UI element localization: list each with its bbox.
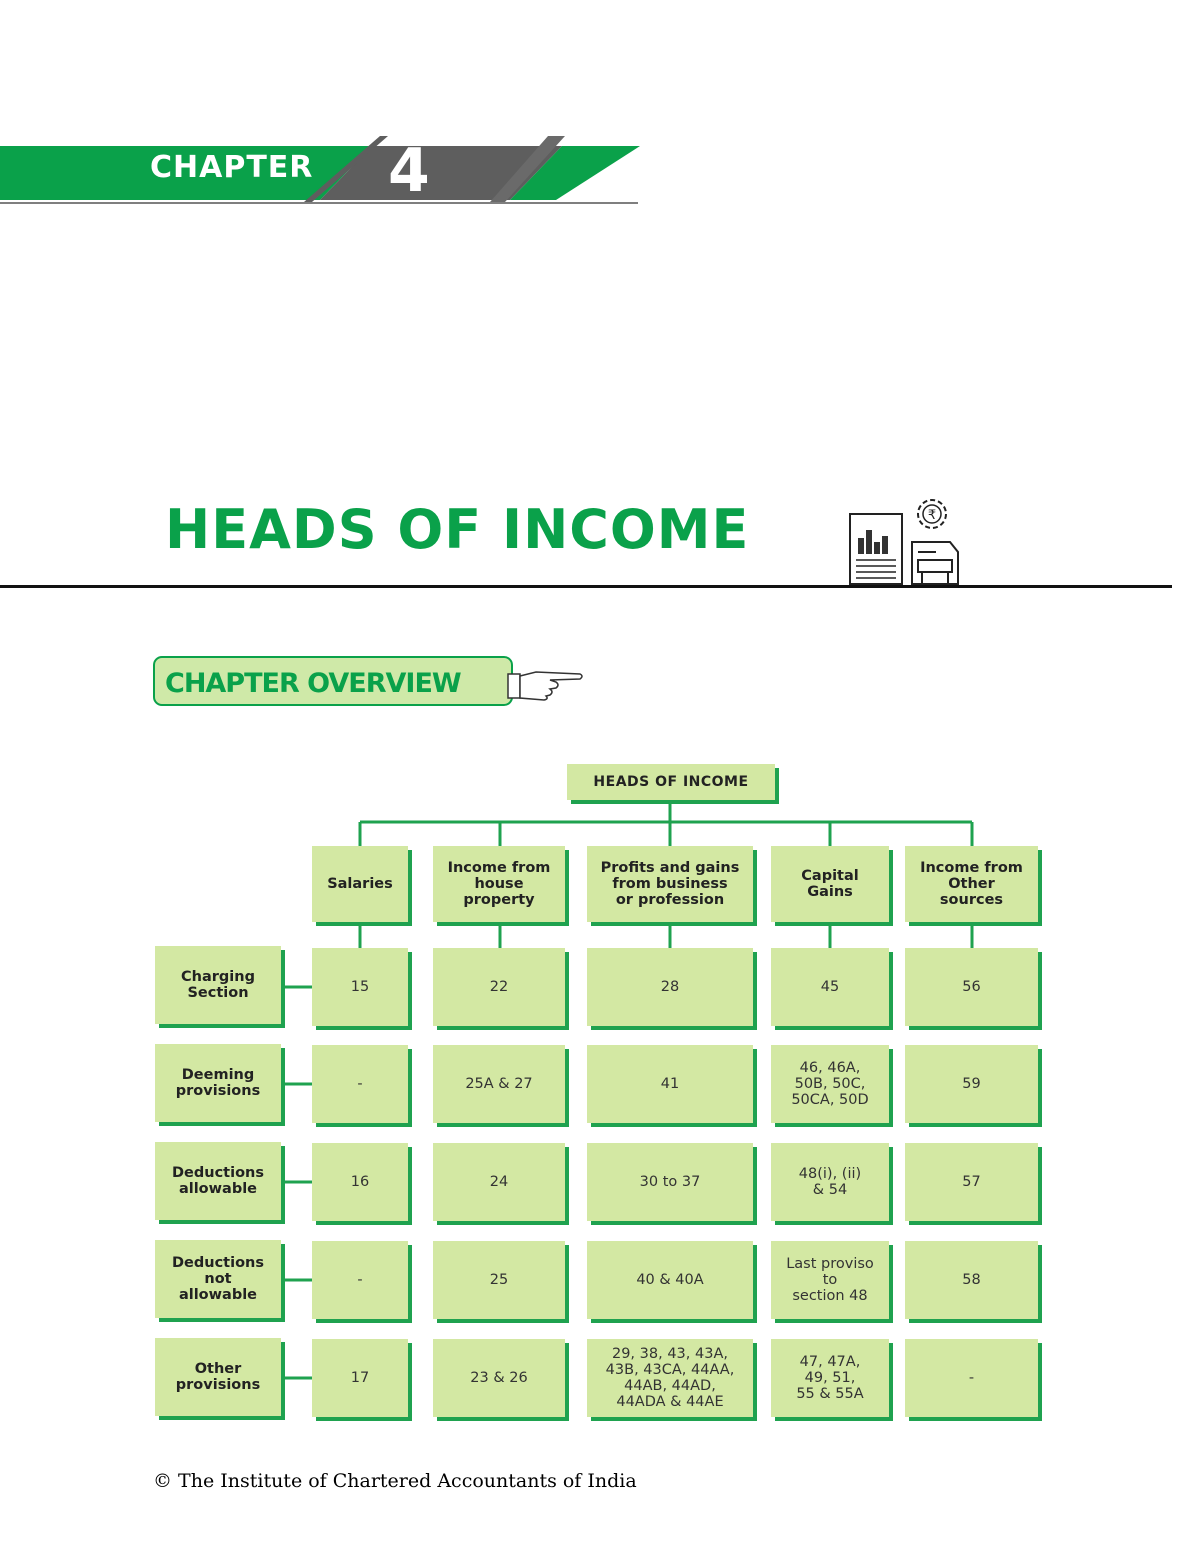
cell-charging-capital-gains: 45	[771, 948, 889, 1026]
cell-charging-business: 28	[587, 948, 753, 1026]
cell-charging-salaries: 15	[312, 948, 408, 1026]
row-label-other-provisions: Other provisions	[155, 1338, 281, 1416]
head-box-salaries: Salaries	[312, 846, 408, 922]
cell-deeming-capital-gains: 46, 46A, 50B, 50C, 50CA, 50D	[771, 1045, 889, 1123]
copyright-footer: © The Institute of Chartered Accountants of India	[153, 1470, 637, 1492]
cell-allowable-other-sources: 57	[905, 1143, 1038, 1221]
cell-not-allowable-salaries: -	[312, 1241, 408, 1319]
diagram-root-box: HEADS OF INCOME	[567, 764, 775, 800]
page-title: HEADS OF INCOME	[165, 498, 750, 561]
cell-allowable-house-property: 24	[433, 1143, 565, 1221]
chapter-overview-label: CHAPTER OVERVIEW	[165, 668, 461, 699]
cell-deeming-other-sources: 59	[905, 1045, 1038, 1123]
cell-not-allowable-other-sources: 58	[905, 1241, 1038, 1319]
chapter-label: CHAPTER	[150, 150, 314, 185]
head-box-capital-gains: Capital Gains	[771, 846, 889, 922]
row-label-charging-section: Charging Section	[155, 946, 281, 1024]
cell-deeming-house-property: 25A & 27	[433, 1045, 565, 1123]
head-box-house-property: Income from house property	[433, 846, 565, 922]
cell-other-business: 29, 38, 43, 43A, 43B, 43CA, 44AA, 44AB, 44AD, 44ADA & 44AE	[587, 1339, 753, 1417]
row-label-deeming-provisions: Deeming provisions	[155, 1044, 281, 1122]
head-box-other-sources: Income from Other sources	[905, 846, 1038, 922]
cell-allowable-salaries: 16	[312, 1143, 408, 1221]
cell-not-allowable-capital-gains: Last proviso to section 48	[771, 1241, 889, 1319]
cell-not-allowable-house-property: 25	[433, 1241, 565, 1319]
head-box-business-profession: Profits and gains from business or profession	[587, 846, 753, 922]
cell-other-capital-gains: 47, 47A, 49, 51, 55 & 55A	[771, 1339, 889, 1417]
cell-not-allowable-business: 40 & 40A	[587, 1241, 753, 1319]
cell-charging-other-sources: 56	[905, 948, 1038, 1026]
cell-allowable-capital-gains: 48(i), (ii) & 54	[771, 1143, 889, 1221]
chapter-number: 4	[388, 136, 430, 206]
row-label-deductions-allowable: Deductions allowable	[155, 1142, 281, 1220]
cell-other-other-sources: -	[905, 1339, 1038, 1417]
cell-deeming-salaries: -	[312, 1045, 408, 1123]
cell-charging-house-property: 22	[433, 948, 565, 1026]
row-label-deductions-not-allowable: Deductions not allowable	[155, 1240, 281, 1318]
svg-text:₹: ₹	[927, 508, 937, 523]
cell-other-salaries: 17	[312, 1339, 408, 1417]
cell-allowable-business: 30 to 37	[587, 1143, 753, 1221]
cell-deeming-business: 41	[587, 1045, 753, 1123]
cell-other-house-property: 23 & 26	[433, 1339, 565, 1417]
